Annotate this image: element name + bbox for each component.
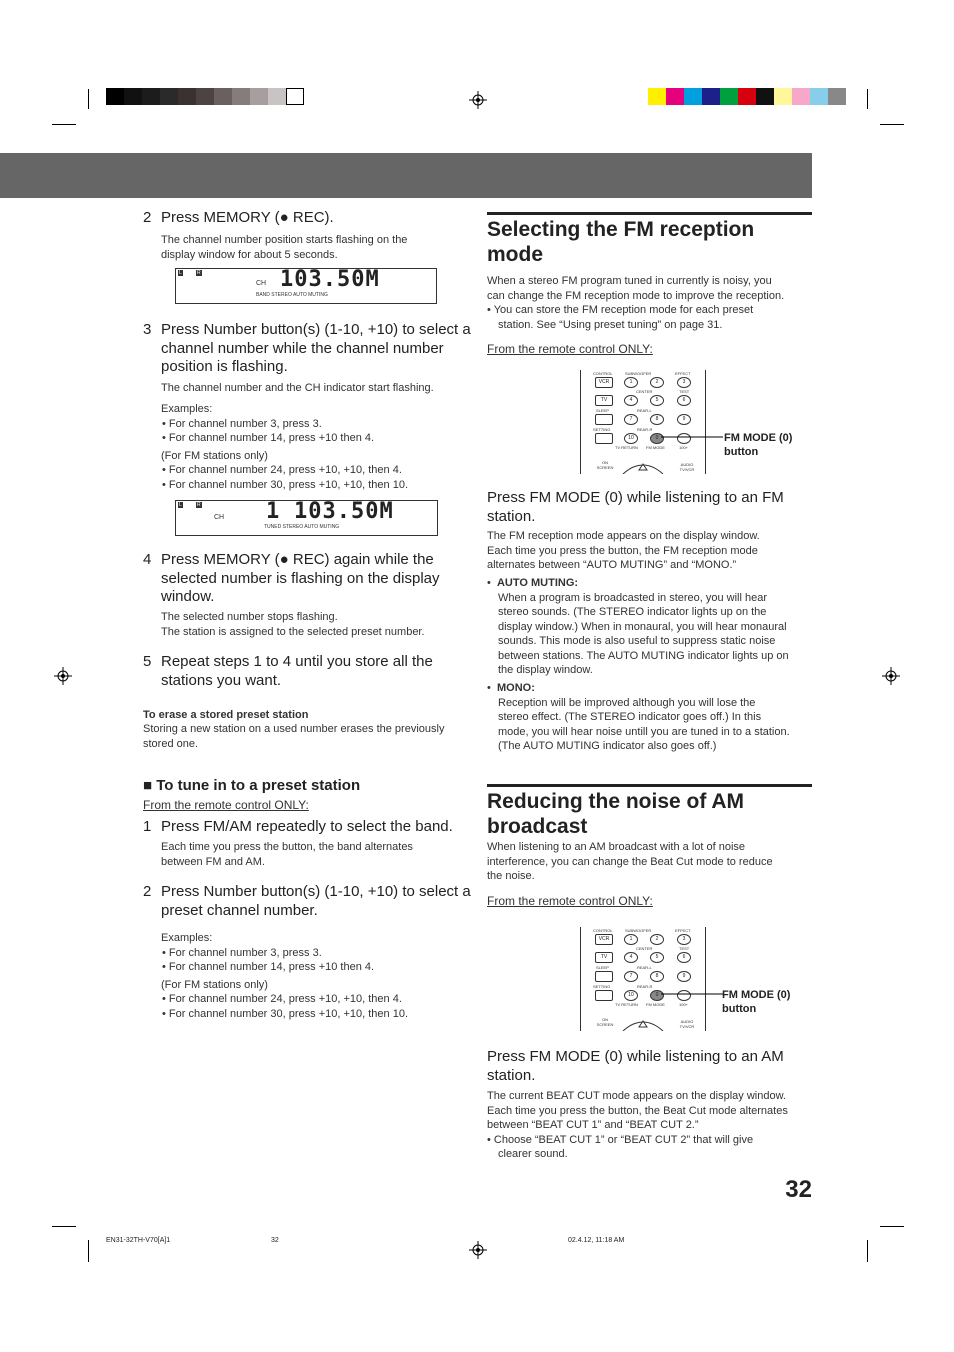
display-window: L R CH 1 103.50M TUNED STEREO AUTO MUTING — [175, 500, 438, 536]
display-window: L R CH 103.50M BAND STEREO AUTO MUTING — [175, 268, 437, 304]
callout-label: FM MODE (0) button — [724, 432, 793, 458]
display-indicators: TUNED STEREO AUTO MUTING — [264, 524, 340, 530]
display-indicators: BAND STEREO AUTO MUTING — [256, 292, 328, 298]
step-note: The channel number position starts flashing on the display window for about 5 seconds. — [161, 234, 408, 261]
remote-illustration: CONTROL SUBWOOFER EFFECT VCR 1 2 3 CENTER TEST TV 4 5 6 SLEEP REAR-L 7 8 9 SETTING REAR-R 10 0 TV RETURN FM MODE 100+ ON SCREEN AUDIO TV/VCR — [580, 927, 706, 1031]
callout-label: FM MODE (0) button — [722, 989, 791, 1015]
step-number: 2 — [143, 883, 152, 900]
examples: Examples: • For channel number 3, press 3. • For channel number 14, press +10 then 4. (For FM stations only) • For channel number 24, press +10, +10, then 4. • For channel number 30, press +10, +10, then 10. — [161, 932, 409, 1020]
registration-mark-icon — [882, 667, 900, 685]
registration-mark-icon — [54, 667, 72, 685]
am-intro: When listening to an AM broadcast with a lot of noise interference, you can change the Beat Cut mode to reduce the noise. — [487, 841, 773, 882]
press-instruction: Press FM MODE (0) while listening to an AM station. — [487, 1048, 784, 1084]
section-heading: Selecting the FM reception mode — [487, 212, 812, 267]
ch-indicator: CH — [256, 280, 267, 287]
crop-mark — [52, 124, 76, 125]
registration-mark-icon — [469, 1241, 487, 1259]
step-note: The selected number stops flashing. The station is assigned to the selected preset number. — [161, 611, 425, 638]
mono-block: • MONO: Reception will be improved although you will lose the stereo effect. (The STEREO indicator goes off.) In this mode, you will hear noise untill you are tuned in to a station. (The AUTO MUTING indicator also goes off.) — [487, 682, 790, 752]
frequency-readout: 103.50M — [294, 499, 394, 524]
fm-intro: When a stereo FM program tuned in currently is noisy, you can change the FM reception mode to improve the reception. • You can store the FM reception mode for each preset station. See “Using preset tuning” on page 31. — [487, 275, 785, 331]
callout-line — [655, 432, 725, 442]
step-text: Press FM/AM repeatedly to select the band. — [161, 818, 453, 835]
step-number: 5 — [143, 653, 152, 670]
step-number: 3 — [143, 321, 152, 338]
step-text: Press MEMORY (● REC). — [161, 209, 334, 226]
am-description: The current BEAT CUT mode appears on the display window. Each time you press the button, the Beat Cut mode alternates between “BEAT CUT 1” and “BEAT CUT 2.” • Choose “BEAT CUT 1” or “BEAT CUT 2” that will give clearer sound. — [487, 1090, 788, 1160]
fm-mode-button[interactable]: 0 — [650, 990, 664, 1001]
step-note: The channel number and the CH indicator start flashing. — [161, 382, 434, 394]
ch-indicator: CH — [214, 514, 225, 521]
step-number: 2 — [143, 209, 152, 226]
erase-text: Storing a new station on a used number erases the previously stored one. — [143, 723, 445, 750]
remote-illustration: CONTROL SUBWOOFER EFFECT VCR 1 2 3 CENTER TEST TV 4 5 6 SLEEP REAR-L 7 8 9 SETTING REAR-R 10 0 TV RETURN FM MODE 100+ ON SCREEN AUDIO TV/VCR — [580, 370, 706, 474]
step-text: Repeat steps 1 to 4 until you store all the stations you want. — [161, 653, 433, 689]
auto-muting-block: • AUTO MUTING: When a program is broadcasted in stereo, you will hear stereo sounds. (The STEREO indicator lights up on the display window.) When in monaural, you will hear monaural sounds. This mode is also useful to suppress static noise between stations. The AUTO MUTING indicator lights up on the display window. — [487, 577, 789, 676]
step-number: 1 — [143, 818, 152, 835]
step-note: Each time you press the button, the band alternates between FM and AM. — [161, 841, 413, 868]
remote-only-note: From the remote control ONLY: — [487, 894, 653, 908]
channel-digit: 1 — [266, 499, 281, 524]
examples: Examples: • For channel number 3, press 3. • For channel number 14, press +10 then 4. (For FM stations only) • For channel number 24, press +10, +10, then 4. • For channel number 30, press +10, +10, then 10. — [161, 403, 409, 491]
fm-description: The FM reception mode appears on the display window. Each time you press the button, the FM reception mode alternates between “AUTO MUTING” and “MONO.” — [487, 530, 760, 571]
press-instruction: Press FM MODE (0) while listening to an FM station. — [487, 489, 784, 525]
crop-mark — [880, 1226, 904, 1227]
page-number: 32 — [785, 1176, 812, 1203]
crop-mark — [880, 124, 904, 125]
remote-only-note: From the remote control ONLY: — [143, 798, 309, 812]
section-heading: Reducing the noise of AM broadcast — [487, 784, 812, 839]
step-text: Press Number button(s) (1-10, +10) to select a channel number while the channel number position is flashing. — [161, 321, 471, 375]
erase-title: To erase a stored preset station — [143, 709, 309, 721]
remote-only-note: From the remote control ONLY: — [487, 342, 653, 356]
footer-file: EN31-32TH-V70[A]1 — [106, 1237, 171, 1244]
fm-mode-button[interactable]: 0 — [650, 433, 664, 444]
step-text: Press Number button(s) (1-10, +10) to select a preset channel number. — [161, 883, 471, 919]
header-band — [0, 153, 812, 198]
callout-line — [655, 989, 725, 999]
crop-mark — [867, 89, 868, 109]
step-text: Press MEMORY (● REC) again while the selected number is flashing on the display window. — [161, 551, 440, 605]
crop-mark — [867, 1240, 868, 1262]
registration-mark-icon — [469, 91, 487, 109]
frequency-readout: 103.50M — [280, 267, 380, 292]
step-number: 4 — [143, 551, 152, 568]
crop-mark — [88, 1240, 89, 1262]
footer-page: 32 — [271, 1237, 279, 1244]
footer-date: 02.4.12, 11:18 AM — [568, 1237, 625, 1244]
crop-mark — [88, 89, 89, 109]
section-title: ■ To tune in to a preset station — [143, 777, 361, 794]
crop-mark — [52, 1226, 76, 1227]
